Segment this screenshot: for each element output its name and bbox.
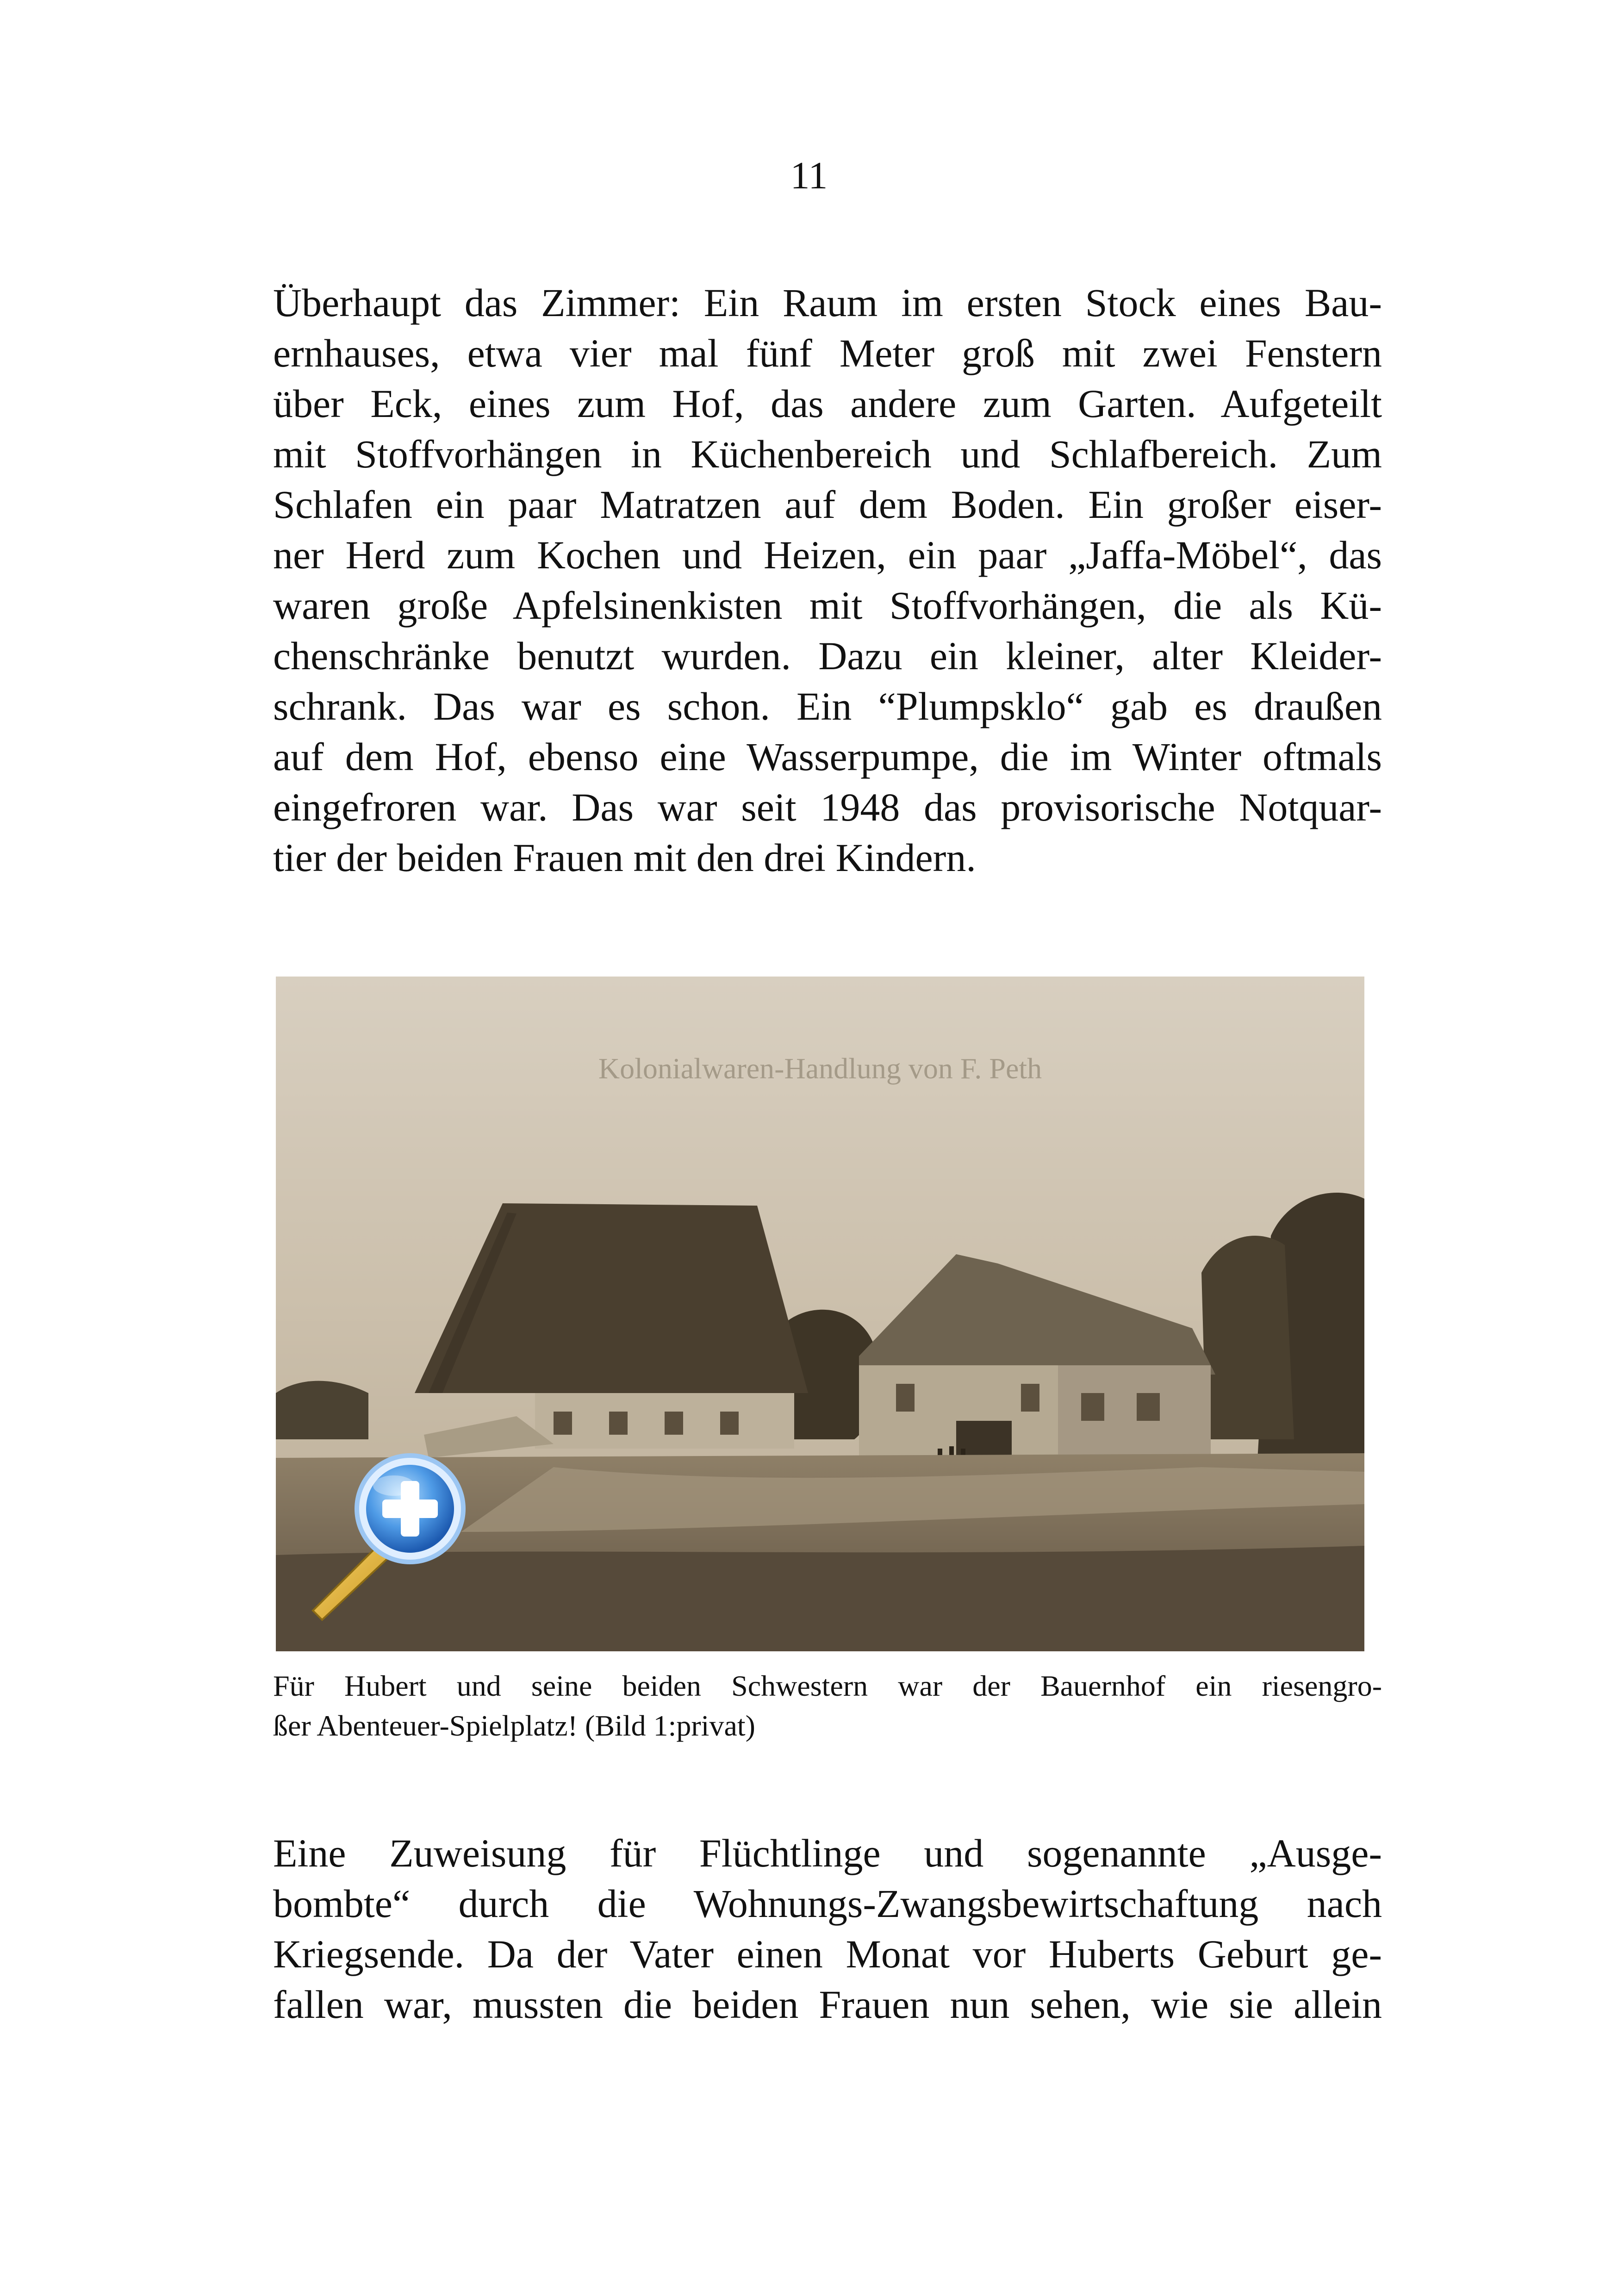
text-line: waren große Apfelsinenkisten mit Stoffvorhängen, die als Kü- bbox=[273, 583, 1382, 628]
text-line: tier der beiden Frauen mit den drei Kindern. bbox=[273, 835, 976, 880]
text-line: schrank. Das war es schon. Ein “Plumpsklo“ gab es draußen bbox=[273, 684, 1382, 728]
photo-inscription: Kolonialwaren-Handlung von F. Peth bbox=[598, 1052, 1042, 1085]
figure-caption bbox=[273, 1666, 1382, 1746]
text-line: chenschränke benutzt wurden. Dazu ein kleiner, alter Kleider- bbox=[273, 634, 1382, 678]
text-line: bombte“ durch die Wohnungs-Zwangsbewirtschaftung nach bbox=[273, 1881, 1382, 1926]
text-line: ner Herd zum Kochen und Heizen, ein paar „Jaffa-Möbel“, das bbox=[273, 533, 1382, 577]
text-line: über Eck, eines zum Hof, das andere zum Garten. Aufgeteilt bbox=[273, 381, 1382, 426]
text-line: Überhaupt das Zimmer: Ein Raum im ersten Stock eines Bau- bbox=[273, 280, 1382, 325]
text-line: auf dem Hof, ebenso eine Wasserpumpe, die im Winter oftmals bbox=[273, 734, 1382, 779]
paragraph-2 bbox=[273, 1828, 1382, 2030]
paragraph-1 bbox=[273, 278, 1382, 883]
caption-line: Für Hubert und seine beiden Schwestern war der Bauernhof ein riesengro- bbox=[273, 1669, 1382, 1702]
text-line: Kriegsende. Da der Vater einen Monat vor Huberts Geburt ge- bbox=[273, 1932, 1382, 1976]
text-line: ernhauses, etwa vier mal fünf Meter groß mit zwei Fenstern bbox=[273, 331, 1382, 375]
text-line: Eine Zuweisung für Flüchtlinge und sogenannte „Ausge- bbox=[273, 1831, 1382, 1875]
text-line: Schlafen ein paar Matratzen auf dem Boden. Ein großer eiser- bbox=[273, 482, 1382, 527]
page-number: 11 bbox=[790, 154, 828, 197]
text-line: fallen war, mussten die beiden Frauen nun sehen, wie sie allein bbox=[273, 1982, 1382, 2027]
farmhouse-photo-drawing bbox=[276, 977, 1364, 1651]
caption-line: ßer Abenteuer-Spielplatz! (Bild 1:privat) bbox=[273, 1709, 755, 1742]
farmhouse-photo[interactable] bbox=[276, 977, 1364, 1651]
text-line: eingefroren war. Das war seit 1948 das provisorische Notquar- bbox=[273, 785, 1382, 829]
text-line: mit Stoffvorhängen in Küchenbereich und Schlafbereich. Zum bbox=[273, 432, 1382, 476]
